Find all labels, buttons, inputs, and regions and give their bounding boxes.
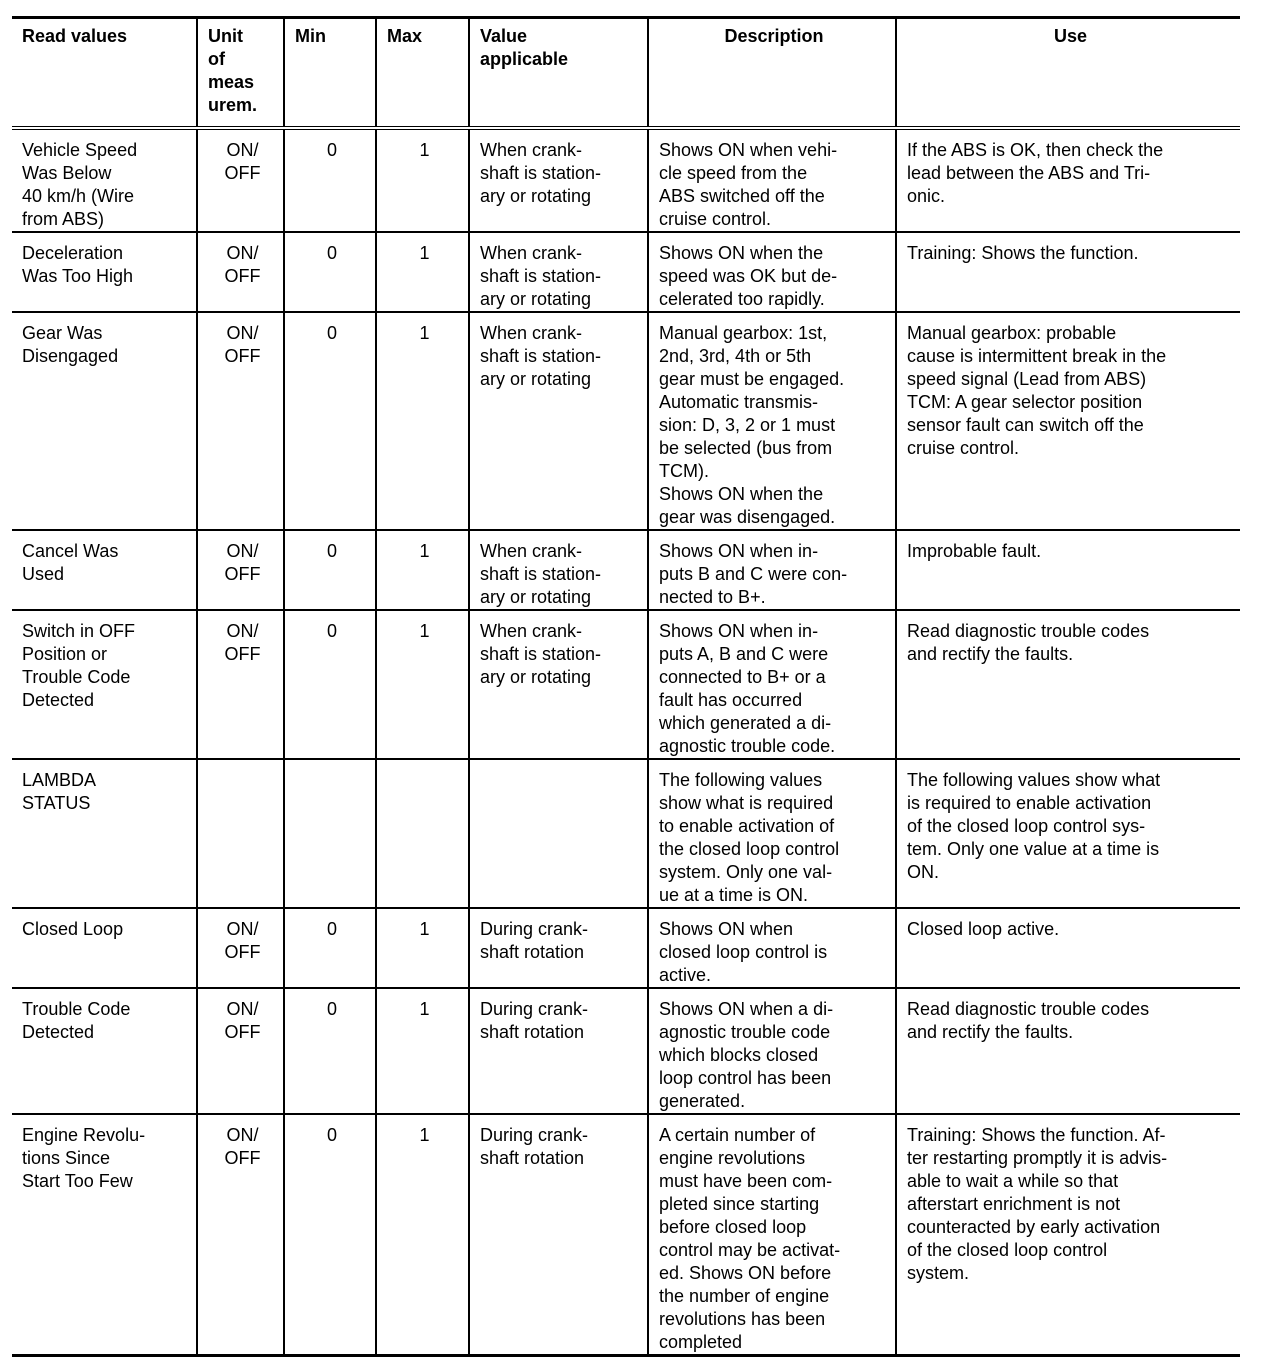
- value-applicable-cell: When crank- shaft is station- ary or rotating: [469, 610, 648, 759]
- read-value-name-cell: Engine Revolu- tions Since Start Too Few: [12, 1114, 197, 1356]
- max-value-cell: [376, 759, 469, 908]
- max-value-cell: 1: [376, 232, 469, 312]
- table-row: [12, 1114, 1240, 1356]
- value-applicable-cell: During crank- shaft rotation: [469, 908, 648, 988]
- min-value-cell: 0: [284, 1114, 376, 1356]
- table-row: [12, 610, 1240, 759]
- unit-cell: ON/ OFF: [197, 988, 284, 1114]
- value-applicable-cell: During crank- shaft rotation: [469, 1114, 648, 1356]
- header-value-applicable: Value applicable: [469, 18, 648, 128]
- header-min: Min: [284, 18, 376, 128]
- description-cell: The following values show what is required to enable activation of the closed loop control system. Only one val- ue at a time is ON.: [648, 759, 896, 908]
- value-applicable-cell: When crank- shaft is station- ary or rotating: [469, 312, 648, 530]
- max-value-cell: 1: [376, 908, 469, 988]
- description-cell: A certain number of engine revolutions must have been com- pleted since starting before closed loop control may be activat- ed. Shows ON before the number of engine revolutions has been completed: [648, 1114, 896, 1356]
- use-cell: Improbable fault.: [896, 530, 1240, 610]
- table-row: [12, 312, 1240, 530]
- min-value-cell: 0: [284, 530, 376, 610]
- unit-cell: [197, 759, 284, 908]
- header-description: Description: [648, 18, 896, 128]
- read-value-name-cell: Deceleration Was Too High: [12, 232, 197, 312]
- read-value-name-cell: LAMBDA STATUS: [12, 759, 197, 908]
- max-value-cell: 1: [376, 312, 469, 530]
- description-cell: Manual gearbox: 1st, 2nd, 3rd, 4th or 5th gear must be engaged. Automatic transmis- sion: D, 3, 2 or 1 must be selected (bus from TCM). Shows ON when the gear was disengaged.: [648, 312, 896, 530]
- use-cell: If the ABS is OK, then check the lead between the ABS and Tri- onic.: [896, 128, 1240, 232]
- unit-cell: ON/ OFF: [197, 1114, 284, 1356]
- min-value-cell: 0: [284, 312, 376, 530]
- max-value-cell: 1: [376, 988, 469, 1114]
- description-cell: Shows ON when closed loop control is active.: [648, 908, 896, 988]
- use-cell: Training: Shows the function. Af- ter restarting promptly it is advis- able to wait a while so that afterstart enrichment is not counteracted by early activation of the closed loop control system.: [896, 1114, 1240, 1356]
- read-value-name-cell: Trouble Code Detected: [12, 988, 197, 1114]
- use-cell: Manual gearbox: probable cause is intermittent break in the speed signal (Lead from ABS) TCM: A gear selector position sensor fault can switch off the cruise control.: [896, 312, 1240, 530]
- unit-cell: ON/ OFF: [197, 312, 284, 530]
- unit-cell: ON/ OFF: [197, 908, 284, 988]
- unit-cell: ON/ OFF: [197, 610, 284, 759]
- value-applicable-cell: When crank- shaft is station- ary or rotating: [469, 232, 648, 312]
- max-value-cell: 1: [376, 530, 469, 610]
- use-cell: Training: Shows the function.: [896, 232, 1240, 312]
- table-row: [12, 759, 1240, 908]
- description-cell: Shows ON when in- puts A, B and C were connected to B+ or a fault has occurred which generated a di- agnostic trouble code.: [648, 610, 896, 759]
- read-value-name-cell: Switch in OFF Position or Trouble Code Detected: [12, 610, 197, 759]
- min-value-cell: 0: [284, 988, 376, 1114]
- description-cell: Shows ON when the speed was OK but de- celerated too rapidly.: [648, 232, 896, 312]
- use-cell: The following values show what is required to enable activation of the closed loop control sys- tem. Only one value at a time is ON.: [896, 759, 1240, 908]
- header-use: Use: [896, 18, 1240, 128]
- description-cell: Shows ON when in- puts B and C were con- nected to B+.: [648, 530, 896, 610]
- table-row: [12, 988, 1240, 1114]
- header-unit: Unit of meas urem.: [197, 18, 284, 128]
- min-value-cell: 0: [284, 128, 376, 232]
- unit-cell: ON/ OFF: [197, 128, 284, 232]
- value-applicable-cell: [469, 759, 648, 908]
- unit-cell: ON/ OFF: [197, 232, 284, 312]
- table-row: [12, 128, 1240, 232]
- description-cell: Shows ON when vehi- cle speed from the ABS switched off the cruise control.: [648, 128, 896, 232]
- value-applicable-cell: When crank- shaft is station- ary or rotating: [469, 530, 648, 610]
- unit-cell: ON/ OFF: [197, 530, 284, 610]
- read-value-name-cell: Vehicle Speed Was Below 40 km/h (Wire from ABS): [12, 128, 197, 232]
- table-row: [12, 908, 1240, 988]
- table-row: [12, 530, 1240, 610]
- read-value-name-cell: Gear Was Disengaged: [12, 312, 197, 530]
- value-applicable-cell: During crank- shaft rotation: [469, 988, 648, 1114]
- min-value-cell: [284, 759, 376, 908]
- description-cell: Shows ON when a di- agnostic trouble code which blocks closed loop control has been generated.: [648, 988, 896, 1114]
- min-value-cell: 0: [284, 908, 376, 988]
- read-values-table: [12, 16, 1240, 1357]
- header-read-values: Read values: [12, 18, 197, 128]
- use-cell: Closed loop active.: [896, 908, 1240, 988]
- table-row: [12, 232, 1240, 312]
- max-value-cell: 1: [376, 128, 469, 232]
- use-cell: Read diagnostic trouble codes and rectify the faults.: [896, 610, 1240, 759]
- min-value-cell: 0: [284, 610, 376, 759]
- header-max: Max: [376, 18, 469, 128]
- max-value-cell: 1: [376, 610, 469, 759]
- use-cell: Read diagnostic trouble codes and rectify the faults.: [896, 988, 1240, 1114]
- value-applicable-cell: When crank- shaft is station- ary or rotating: [469, 128, 648, 232]
- max-value-cell: 1: [376, 1114, 469, 1356]
- min-value-cell: 0: [284, 232, 376, 312]
- read-value-name-cell: Closed Loop: [12, 908, 197, 988]
- read-value-name-cell: Cancel Was Used: [12, 530, 197, 610]
- header-row: [12, 18, 1240, 128]
